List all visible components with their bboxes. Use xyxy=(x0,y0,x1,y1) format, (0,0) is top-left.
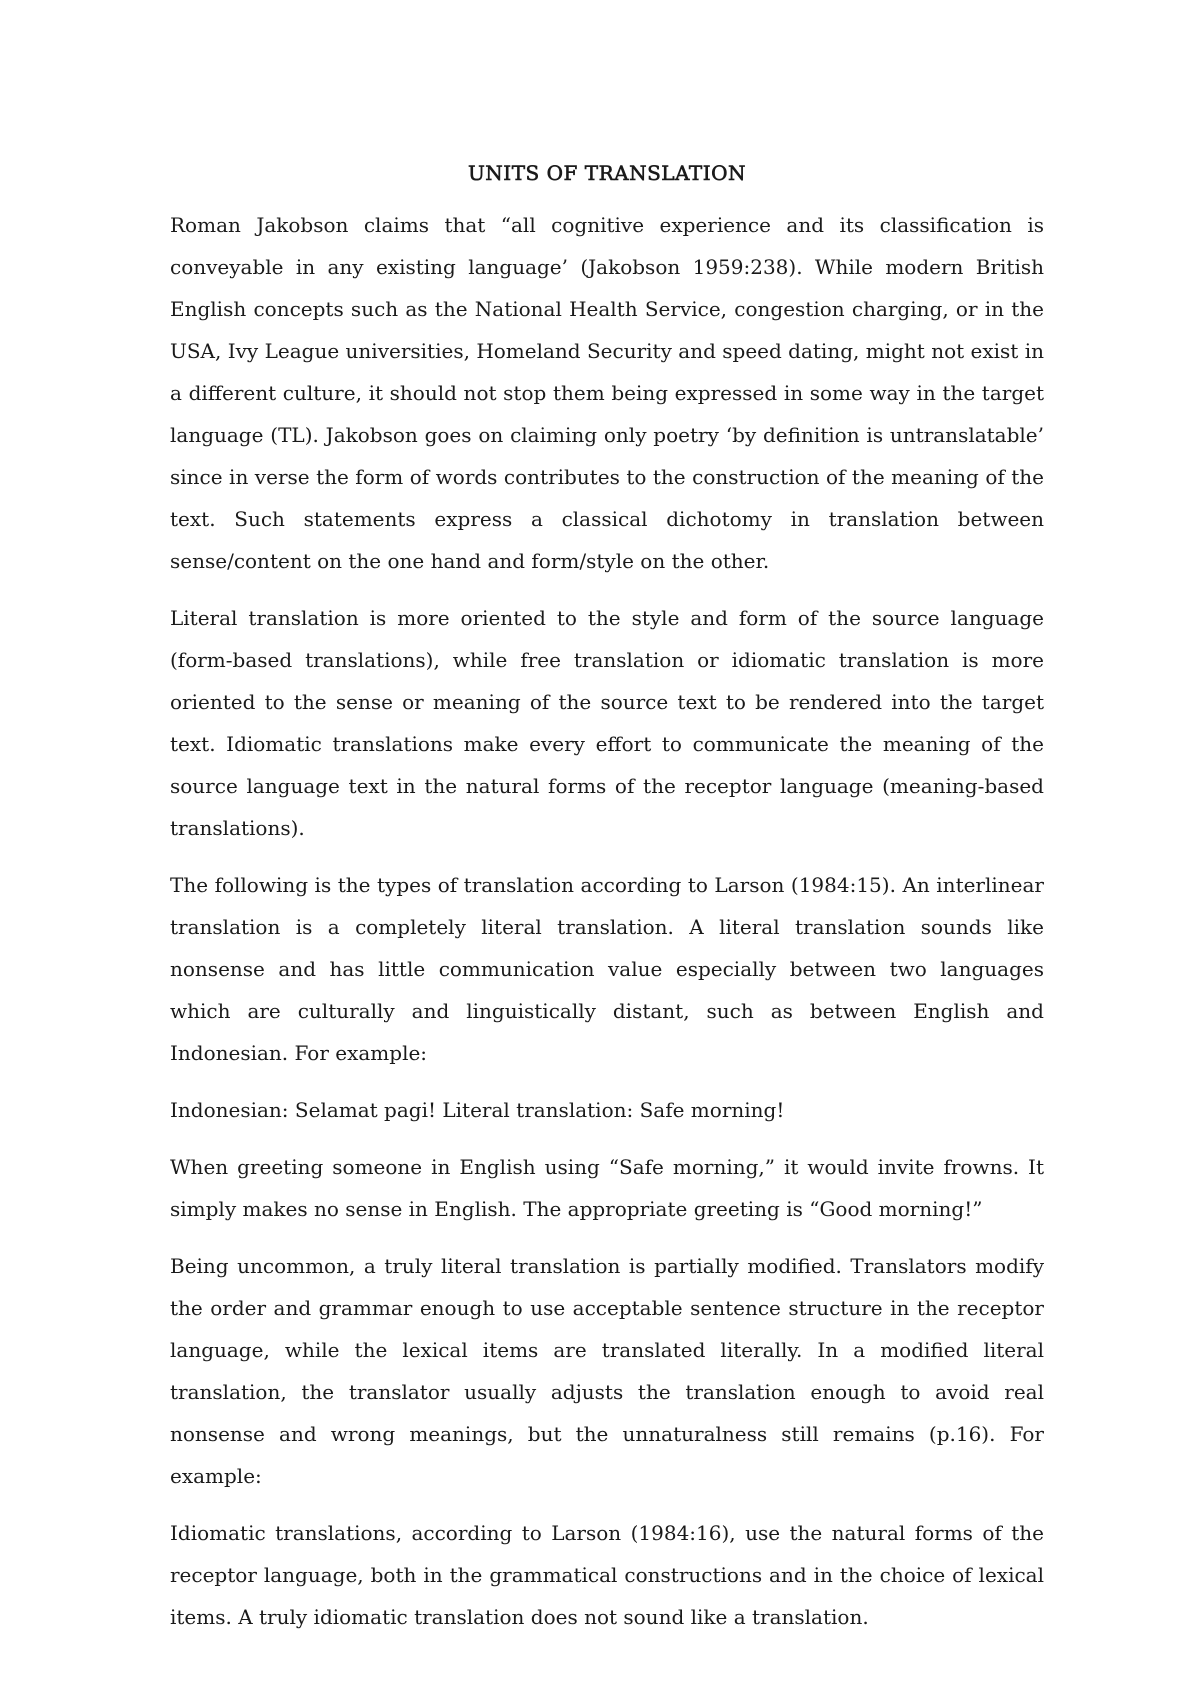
paragraph-jakobson: Roman Jakobson claims that “all cognitive experience and its classification is conveyable in any existing language’ (Jakobson 1959:238). While modern British English concepts such as the National Health Service, congestion charging, or in the USA, Ivy League universities, Homeland Security and speed dating, might not exist in a different culture, it should not stop them being expressed in some way in the target language (TL). Jakobson goes on claiming only poetry ‘by definition is untranslatable’ since in verse the form of words contributes to the construction of the meaning of the text. Such statements express a classical dichotomy in translation between sense/content on the one hand and form/style on the other. xyxy=(170,213,1044,573)
paragraph-literal-vs-idiomatic: Literal translation is more oriented to the style and form of the source language (form-based translations), while free translation or idiomatic translation is more oriented to the sense or meaning of the source text to be rendered into the target text. Idiomatic translations make every effort to communicate the meaning of the source language text in the natural forms of the receptor language (meaning-based translations). xyxy=(170,606,1044,840)
paragraph-modified-literal: Being uncommon, a truly literal translation is partially modified. Translators modify the order and grammar enough to use acceptable sentence structure in the receptor language, while the lexical items are translated literally. In a modified literal translation, the translator usually adjusts the translation enough to avoid real nonsense and wrong meanings, but the unnaturalness still remains (p.16). For example: xyxy=(170,1254,1044,1488)
paragraph-example-indonesian: Indonesian: Selamat pagi! Literal translation: Safe morning! xyxy=(170,1098,785,1122)
paragraph-idiomatic: Idiomatic translations, according to Larson (1984:16), use the natural forms of the receptor language, both in the grammatical constructions and in the choice of lexical items. A truly idiomatic translation does not sound like a translation. xyxy=(170,1521,1044,1629)
paragraph-greeting: When greeting someone in English using “Safe morning,” it would invite frowns. It simply makes no sense in English. The appropriate greeting is “Good morning!” xyxy=(170,1155,1044,1221)
page-title: UNITS OF TRANSLATION xyxy=(467,161,747,185)
document-body xyxy=(170,158,1044,1653)
paragraph-larson-types: The following is the types of translation according to Larson (1984:15). An interlinear translation is a completely literal translation. A literal translation sounds like nonsense and has little communication value especially between two languages which are culturally and linguistically distant, such as between English and Indonesian. For example: xyxy=(170,873,1044,1065)
